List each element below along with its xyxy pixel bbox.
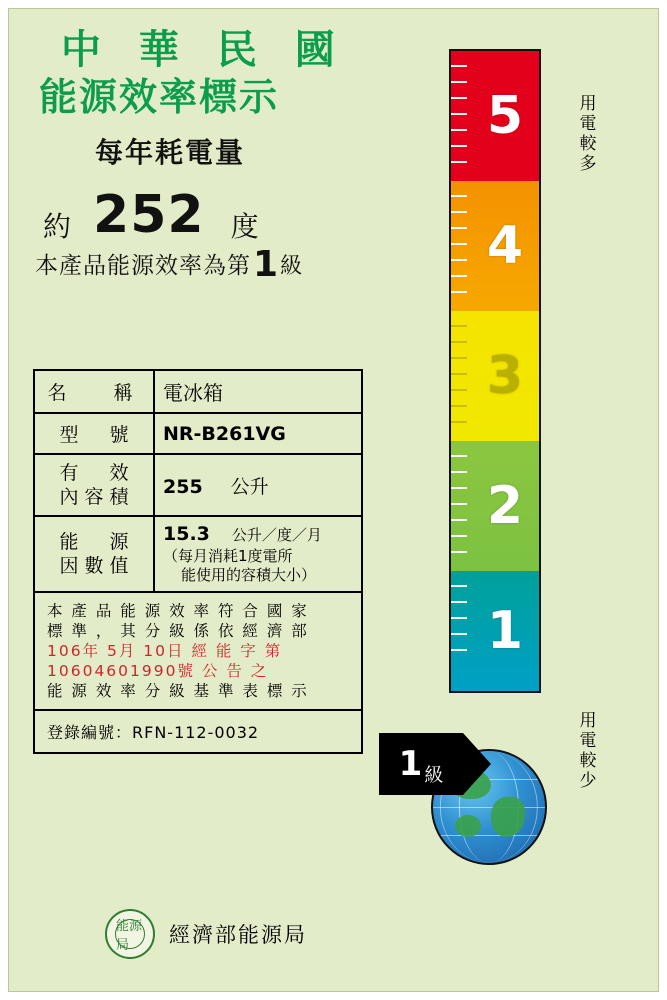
spec-table [33, 369, 363, 754]
row-note [163, 547, 353, 585]
globe-landmass [455, 815, 481, 837]
globe-parallel [433, 807, 545, 808]
row-label-line2: 內容積 [59, 486, 135, 508]
table-row [35, 455, 361, 517]
scale-segment-2 [451, 441, 539, 571]
row-note-line1: （每月消耗1度電所 [163, 547, 293, 565]
bureau-seal-icon [105, 909, 155, 959]
scale-segment-4 [451, 181, 539, 311]
grade-arrow-badge [379, 733, 491, 795]
bureau-seal-inner: 能源局 [115, 919, 145, 949]
title-energy-efficiency-label: 能源效率標示 [39, 75, 280, 119]
grade-sentence-grade: 1 [253, 244, 279, 285]
scale-ticks [451, 571, 477, 691]
row-unit: 公升／度／月 [231, 526, 322, 544]
row-label-line2: 因數值 [59, 555, 135, 577]
grade-sentence [35, 244, 421, 285]
scale-segment-3 [451, 311, 539, 441]
row-label-line1: 有 效 [59, 462, 135, 484]
row-note-line2: 能使用的容積大小） [181, 566, 317, 584]
scale-grade-label: 3 [486, 346, 523, 406]
scale-note-less-power: 用電較少 [579, 711, 597, 791]
row-value-cell [155, 455, 361, 515]
table-row [35, 371, 361, 414]
grade-arrow-head [463, 733, 491, 795]
scale-ticks [451, 441, 477, 571]
bureau-block [105, 909, 307, 959]
scale-ticks [451, 311, 477, 441]
row-value: NR-B261VG [163, 422, 286, 445]
consumption-about: 約 [43, 210, 72, 243]
title-country: 中 華 民 國 [61, 27, 347, 73]
row-label [35, 455, 155, 515]
grade-arrow-body [379, 733, 463, 795]
row-label-line1: 名 稱 [47, 382, 147, 404]
row-label-line1: 能 源 [59, 531, 135, 553]
statement-line-3: 106年 5月 10日 經 能 字 第 [47, 642, 283, 660]
compliance-statement [35, 593, 361, 711]
row-value: 電冰箱 [163, 381, 223, 405]
row-value: 255 [163, 475, 203, 498]
statement-line-5: 能 源 效 率 分 級 基 準 表 標 示 [47, 682, 309, 700]
row-label [35, 414, 155, 453]
scale-grade-label: 5 [486, 86, 523, 146]
statement-line-1: 本 產 品 能 源 效 率 符 合 國 家 [47, 602, 309, 620]
row-label [35, 517, 155, 591]
consumption-unit: 度 [230, 210, 259, 243]
grade-sentence-suffix: 級 [280, 254, 303, 279]
scale-segment-5 [451, 51, 539, 181]
scale-note-more-power: 用電較多 [579, 94, 597, 174]
scale-segment-1 [451, 571, 539, 691]
row-value: 15.3 [163, 523, 210, 545]
row-value-cell [155, 517, 361, 591]
row-unit: 公升 [230, 475, 269, 498]
statement-line-2: 標 準 ， 其 分 級 係 依 經 濟 部 [47, 622, 309, 640]
row-label [35, 371, 155, 412]
table-row [35, 517, 361, 593]
consumption-value: 252 [93, 185, 205, 245]
annual-consumption-row [43, 185, 421, 245]
grade-arrow-suffix: 級 [424, 764, 444, 786]
table-row [35, 414, 361, 455]
efficiency-scale [441, 49, 551, 693]
scale-ticks [451, 181, 477, 311]
statement-line-4: 10604601990號 公 告 之 [47, 662, 269, 680]
row-value-cell [155, 414, 361, 453]
scale-grade-label: 4 [486, 216, 523, 276]
bureau-name: 經濟部能源局 [169, 923, 307, 947]
scale-bar [449, 49, 541, 693]
globe-parallel [433, 835, 545, 836]
registration-number: 登錄編號：RFN-112-0032 [47, 723, 260, 742]
energy-label-card [8, 8, 659, 992]
grade-sentence-prefix: 本產品能源效率為第 [35, 253, 251, 279]
scale-ticks [451, 51, 477, 181]
row-label-line1: 型 號 [59, 424, 135, 446]
scale-grade-label: 1 [486, 601, 523, 661]
scale-grade-label: 2 [486, 476, 523, 536]
title-annual-consumption: 每年耗電量 [95, 136, 246, 169]
grade-arrow-grade: 1 [398, 744, 423, 784]
row-value-cell [155, 371, 361, 412]
